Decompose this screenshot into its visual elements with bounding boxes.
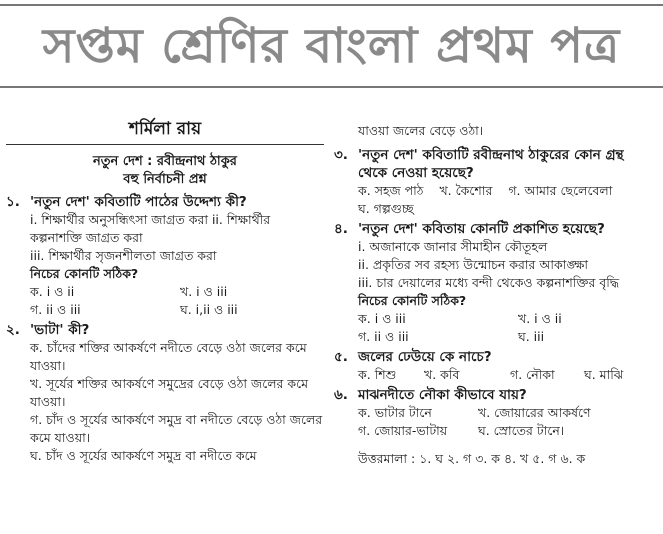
q1-prompt: নিচের কোনটি সঠিক? — [30, 266, 139, 281]
option-kha: খ. i ও ii — [518, 311, 562, 326]
option-gha: ঘ. স্রোতের টানে। — [478, 423, 565, 438]
option-ka: ক. i ও ii — [30, 284, 75, 299]
page-title: সপ্তম শ্রেণির বাংলা প্রথম পত্র — [42, 18, 621, 74]
option-ga: গ. চাঁদ ও সূর্যের আকর্ষণে সমুদ্র বা নদীতে বেড়ে ওঠা জলের কমে যাওয়া। — [30, 412, 323, 445]
option-ka: ক. i ও iii — [358, 311, 406, 326]
section-title: বহু নির্বাচনী প্রশ্ন — [123, 172, 207, 187]
question-2 — [6, 321, 324, 339]
question-text: মাঝনদীতে নৌকা কীভাবে যায়? — [358, 387, 527, 403]
question-text: 'ভাটা' কী? — [30, 322, 90, 338]
top-rule — [0, 4, 663, 6]
option-kha: খ. i ও iii — [180, 284, 228, 299]
q4-statement-iii: iii. চার দেয়ালের মধ্যে বন্দী থেকেও কল্পনাশক্তির বৃদ্ধি — [358, 275, 620, 290]
question-6 — [334, 386, 656, 404]
option-gha: ঘ. গল্পগুচ্ছ — [358, 201, 414, 216]
option-kha: খ. জোয়ারের আকর্ষণে — [478, 405, 591, 420]
option-kha: খ. কবি — [424, 367, 460, 382]
question-number: ৪. — [334, 221, 348, 237]
question-3 — [334, 146, 656, 182]
question-5 — [334, 348, 656, 366]
question-number: ৫. — [334, 349, 348, 365]
option-ga: গ. আমার ছেলেবেলা — [508, 183, 613, 198]
author-divider — [6, 144, 324, 145]
option-gha: ঘ. চাঁদ ও সূর্যের আকর্ষণে সমুদ্র বা নদীতে কমে — [30, 448, 257, 463]
q1-statement-i-ii: i. শিক্ষার্থীর অনুসন্ধিৎসা জাগ্রত করা ii. শিক্ষার্থীর কল্পনাশক্তি জাগ্রত করা — [30, 212, 271, 245]
option-kha: খ. সূর্যের শক্তির আকর্ষণে সমুদ্রের বেড়ে ওঠা জলের কমে যাওয়া। — [30, 376, 309, 409]
q4-statement-ii: ii. প্রকৃতির সব রহস্য উন্মোচন করার আকাঙ্ক্ষা — [358, 257, 589, 272]
q2-option-gha-continued: যাওয়া জলের বেড়ে ওঠা। — [358, 123, 484, 138]
q1-statement-iii: iii. শিক্ষার্থীর সৃজনশীলতা জাগ্রত করা — [30, 248, 217, 263]
question-number: ৩. — [334, 147, 348, 163]
right-column — [334, 122, 656, 468]
left-column — [6, 118, 324, 465]
option-ga: গ. জোয়ার-ভাটায় — [358, 423, 448, 438]
question-4 — [334, 220, 656, 238]
lesson-title: নতুন দেশ : রবীন্দ্রনাথ ঠাকুর — [93, 154, 237, 169]
q4-prompt: নিচের কোনটি সঠিক? — [358, 293, 467, 308]
question-1 — [6, 193, 324, 211]
q4-options-row-2 — [334, 328, 656, 346]
option-ka: ক. ভাটার টানে — [358, 405, 432, 420]
question-text: 'নতুন দেশ' কবিতাটি রবীন্দ্রনাথ ঠাকুরের কোন গ্রন্থ থেকে নেওয়া হয়েছে? — [358, 147, 624, 181]
question-text: জলের ঢেউয়ে কে নাচে? — [358, 349, 492, 365]
question-number: ৬. — [334, 387, 348, 403]
question-text: 'নতুন দেশ' কবিতায় কোনটি প্রকাশিত হয়েছে? — [358, 221, 605, 237]
q1-options-row-1 — [6, 283, 324, 301]
author-name: শর্মিলা রায় — [128, 119, 202, 139]
question-number: ১. — [6, 194, 20, 210]
answer-key: উত্তরমালা : ১. ঘ ২. গ ৩. ক ৪. খ ৫. গ ৬. ক — [358, 451, 586, 466]
option-ga: গ. নৌকা — [510, 367, 555, 382]
q5-options-row — [334, 366, 656, 384]
question-text: 'নতুন দেশ' কবিতাটি পাঠের উদ্দেশ্য কী? — [30, 194, 247, 210]
option-ka: ক. শিশু — [358, 367, 397, 382]
q4-statement-i: i. অজানাকে জানার সীমাহীন কৌতূহল — [358, 239, 548, 254]
banner-rule — [0, 86, 663, 88]
option-ka: ক. সহজ পাঠ — [358, 183, 424, 198]
question-number: ২. — [6, 322, 20, 338]
option-ga: গ. ii ও iii — [358, 329, 409, 344]
q6-options-row-2 — [334, 422, 656, 440]
option-ka: ক. চাঁদের শক্তির আকর্ষণে নদীতে বেড়ে ওঠা জলের কমে যাওয়া। — [30, 340, 307, 373]
option-kha: খ. কৈশোর — [439, 183, 493, 198]
q3-options-row-1 — [334, 182, 656, 200]
option-gha: ঘ. iii — [518, 329, 545, 344]
q1-options-row-2 — [6, 301, 324, 319]
option-gha: ঘ. i,ii ও iii — [180, 302, 238, 317]
q4-options-row-1 — [334, 310, 656, 328]
option-gha: ঘ. মাঝি — [584, 367, 624, 382]
q6-options-row-1 — [334, 404, 656, 422]
option-ga: গ. ii ও iii — [30, 302, 81, 317]
